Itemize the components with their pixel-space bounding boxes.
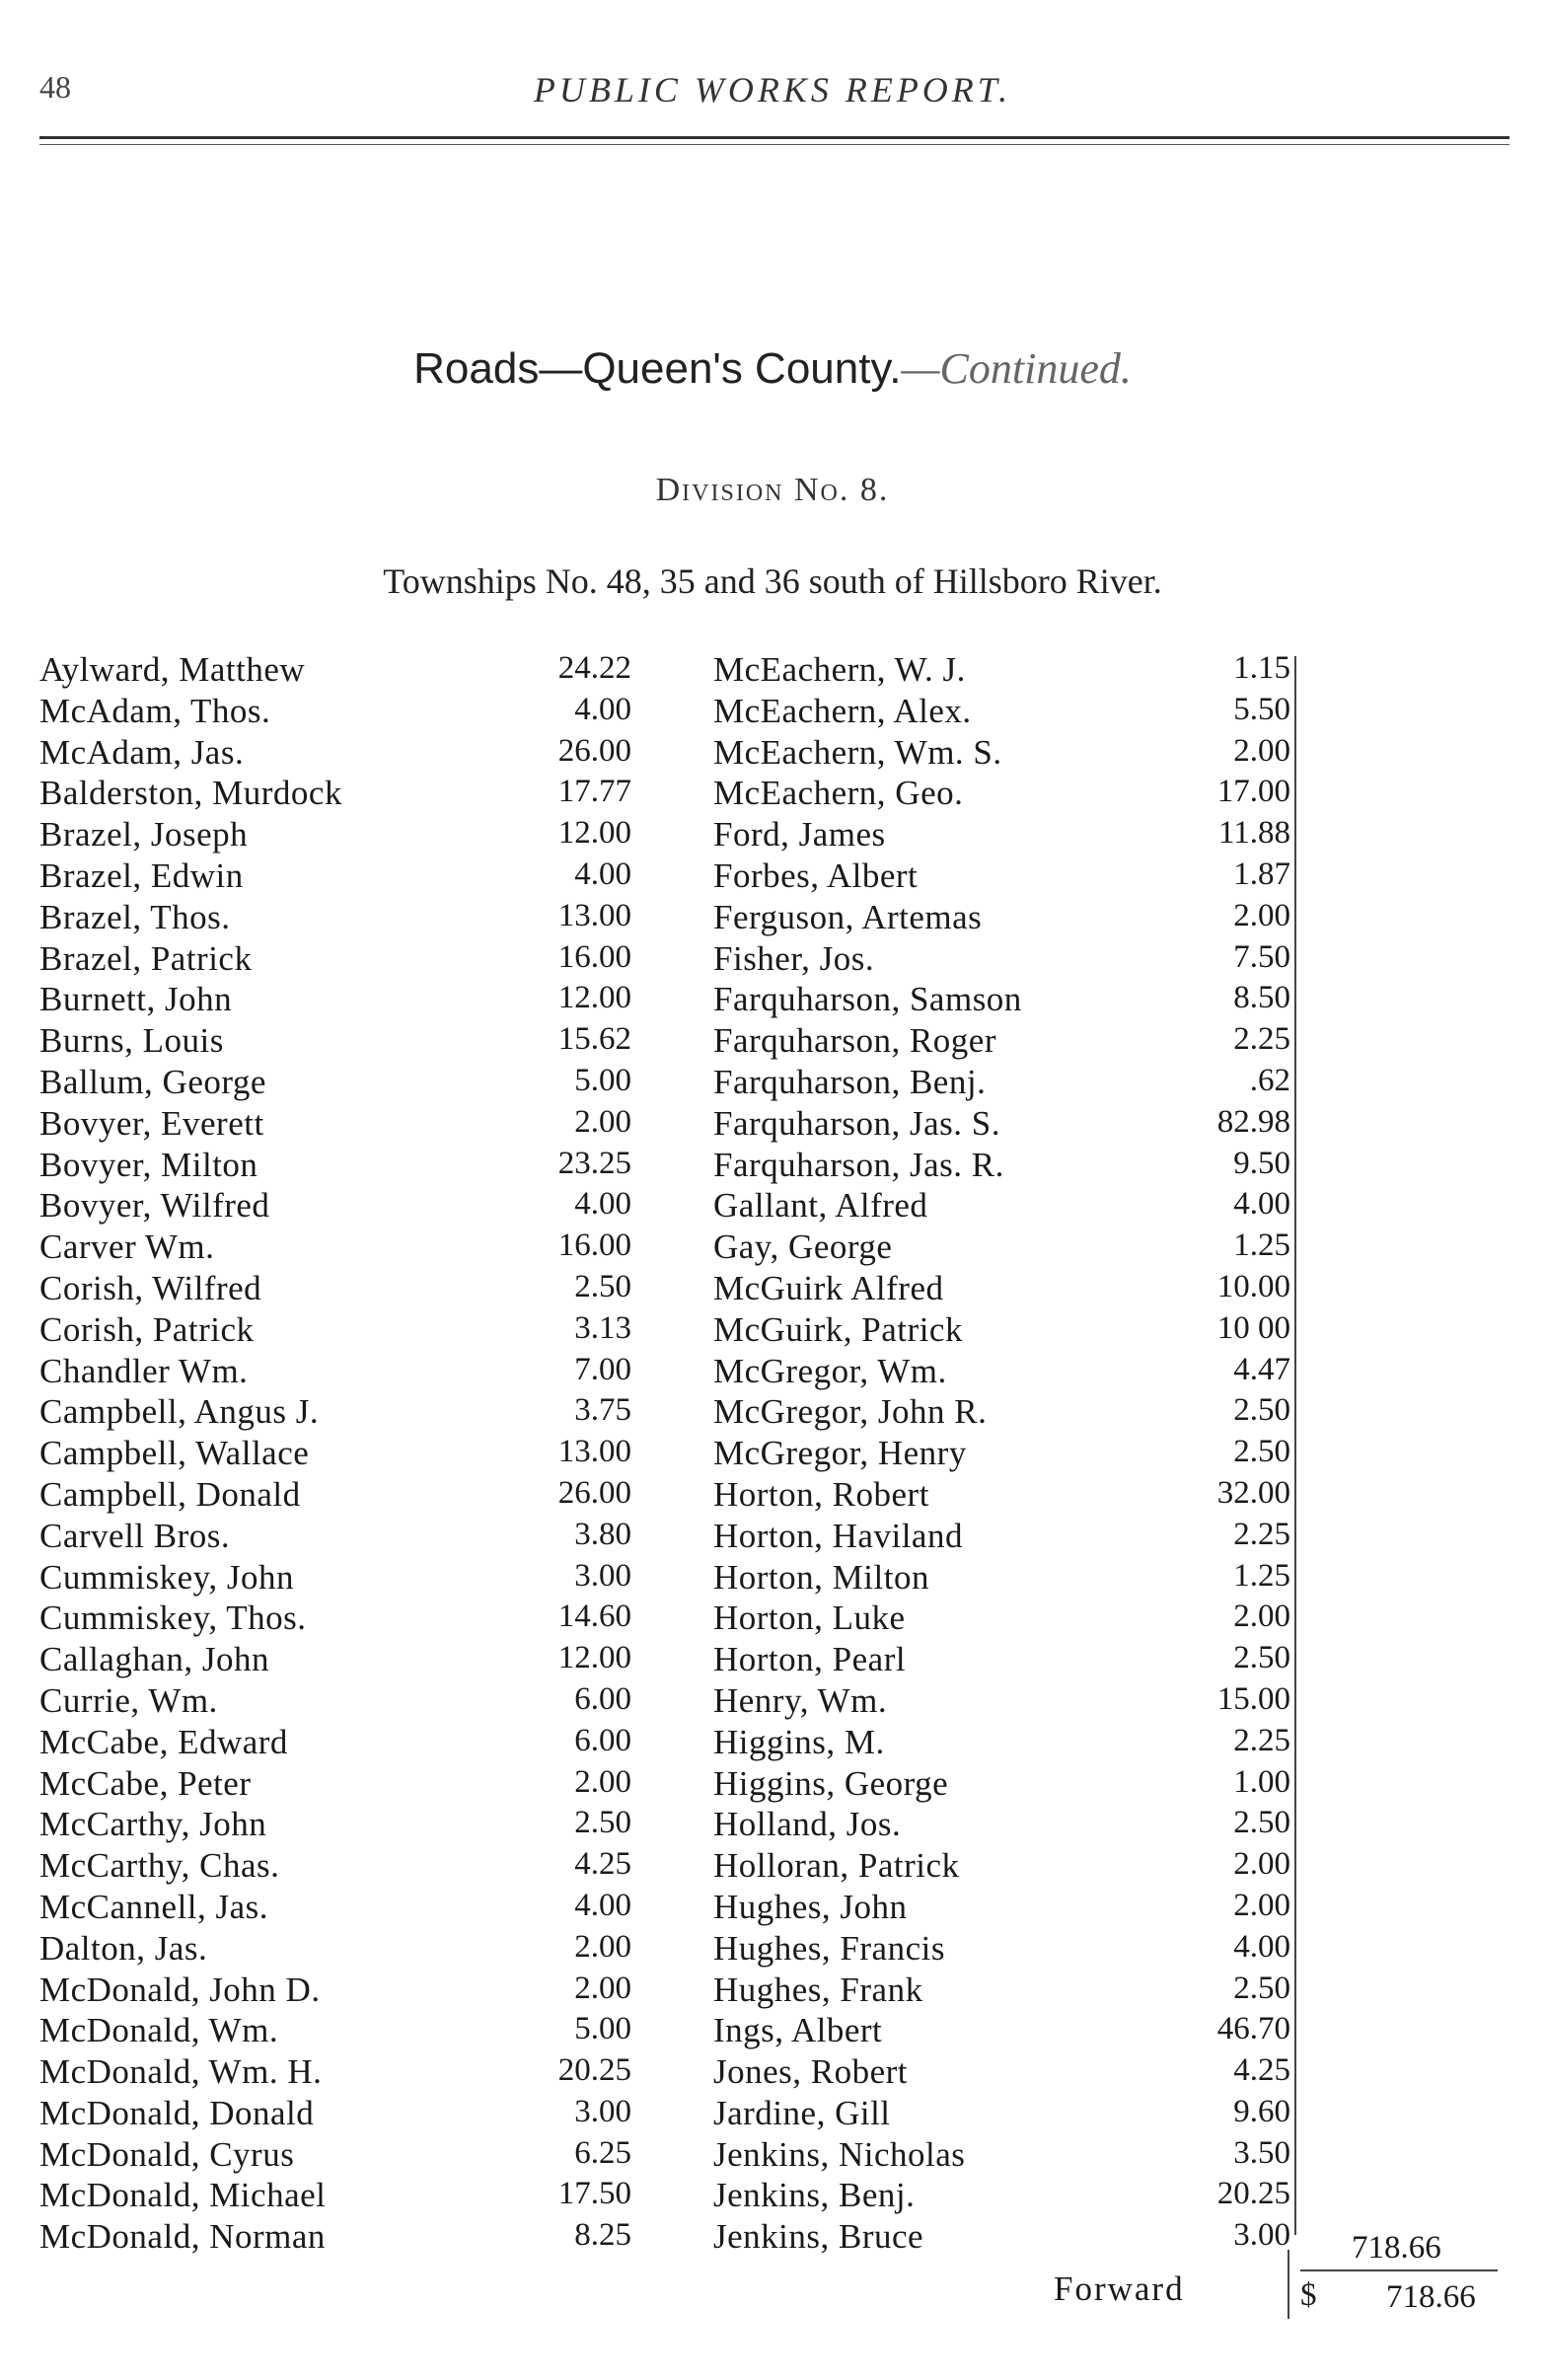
ledger-row xyxy=(713,1227,1290,1269)
payment-amount: 15.62 xyxy=(557,1021,631,1058)
payment-amount: 20.25 xyxy=(1216,2176,1290,2212)
ledger-row xyxy=(713,1640,1290,1681)
payment-amount: 16.00 xyxy=(557,938,631,975)
payee-name: Balderston, Murdock xyxy=(39,774,342,813)
payee-name: Bovyer, Wilfred xyxy=(39,1186,270,1226)
ledger-row xyxy=(39,1227,631,1269)
payee-name: Horton, Robert xyxy=(713,1474,929,1514)
payment-amount: 10 00 xyxy=(1216,1309,1290,1346)
header-rule xyxy=(39,136,1509,139)
payee-name: Jenkins, Benj. xyxy=(713,2176,916,2215)
payee-name: Horton, Milton xyxy=(713,1557,929,1597)
payment-amount: 23.25 xyxy=(557,1145,631,1181)
payee-name: Cummiskey, John xyxy=(39,1557,295,1597)
payment-amount: 13.00 xyxy=(557,897,631,933)
payee-name: Horton, Luke xyxy=(713,1599,906,1638)
ledger-row xyxy=(713,2052,1290,2094)
payee-name: Forbes, Albert xyxy=(713,855,919,895)
payee-name: Burnett, John xyxy=(39,980,233,1019)
ledger-row xyxy=(713,1352,1290,1393)
payment-amount: 2.25 xyxy=(1233,1516,1290,1552)
payment-amount: 32.00 xyxy=(1216,1474,1290,1511)
column-total: 718.66 xyxy=(1352,2230,1441,2266)
ledger-row xyxy=(39,1681,631,1723)
payee-name: Higgins, M. xyxy=(713,1722,885,1761)
payment-amount: 5.00 xyxy=(574,1062,631,1098)
payee-name: Campbell, Wallace xyxy=(39,1434,310,1473)
ledger-row xyxy=(713,692,1290,733)
payment-amount: 24.22 xyxy=(557,650,631,686)
right-column xyxy=(713,650,1290,2259)
payment-amount: 15.00 xyxy=(1216,1680,1290,1717)
payee-name: McCarthy, John xyxy=(39,1805,267,1844)
payment-amount: 12.00 xyxy=(557,815,631,852)
payee-name: McCannell, Jas. xyxy=(39,1887,269,1926)
payee-name: McGregor, Henry xyxy=(713,1434,967,1473)
payee-name: Callaghan, John xyxy=(39,1640,270,1679)
ledger-row xyxy=(39,1310,631,1352)
payee-name: McCabe, Peter xyxy=(39,1763,252,1803)
column-rule xyxy=(1294,656,1296,2235)
total-rule xyxy=(1300,2269,1498,2271)
payee-name: Carvell Bros. xyxy=(39,1516,231,1555)
payee-name: Hughes, Frank xyxy=(713,1970,923,2009)
payment-amount: 17.50 xyxy=(557,2176,631,2212)
payment-amount: 4.00 xyxy=(1233,1186,1290,1223)
ledger-row xyxy=(713,1104,1290,1146)
ledger-row xyxy=(39,2217,631,2259)
payee-name: Chandler Wm. xyxy=(39,1351,249,1390)
ledger-row xyxy=(39,1104,631,1146)
header-rule-thin xyxy=(39,144,1509,145)
ledger-row xyxy=(39,1352,631,1393)
payee-name: Brazel, Thos. xyxy=(39,897,231,936)
ledger-row xyxy=(39,1888,631,1929)
payee-name: Horton, Haviland xyxy=(713,1516,963,1555)
ledger-row xyxy=(39,1929,631,1971)
payee-name: Bovyer, Milton xyxy=(39,1145,258,1184)
ledger-row xyxy=(713,898,1290,939)
ledger-row xyxy=(39,1558,631,1599)
ledger-row xyxy=(39,2052,631,2094)
payment-amount: 17.77 xyxy=(557,774,631,810)
ledger-row xyxy=(39,1063,631,1104)
ledger-row xyxy=(39,1846,631,1888)
ledger-row xyxy=(713,1929,1290,1971)
ledger-row xyxy=(713,2217,1290,2259)
payment-amount: 4.00 xyxy=(1233,1928,1290,1965)
ledger-row xyxy=(39,1805,631,1846)
ledger-row xyxy=(39,1475,631,1517)
payment-amount: 4.25 xyxy=(574,1846,631,1883)
ledger-row xyxy=(713,1021,1290,1063)
ledger-row xyxy=(713,1599,1290,1640)
townships-subheading: Townships No. 48, 35 and 36 south of Hillsboro River. xyxy=(383,561,1162,601)
forward-amount: 718.66 xyxy=(1386,2279,1476,2315)
ledger-row xyxy=(713,1434,1290,1475)
payee-name: Ings, Albert xyxy=(713,2011,883,2050)
payee-name: McDonald, Norman xyxy=(39,2217,326,2257)
payment-amount: 2.00 xyxy=(574,1970,631,2006)
payee-name: Cummiskey, Thos. xyxy=(39,1599,307,1638)
payee-name: McAdam, Thos. xyxy=(39,691,271,730)
section-title xyxy=(0,343,1545,394)
payment-amount: 2.25 xyxy=(1233,1021,1290,1058)
payee-name: Farquharson, Jas. S. xyxy=(713,1103,1000,1143)
ledger-row xyxy=(39,1392,631,1434)
payee-name: Jones, Robert xyxy=(713,2052,909,2092)
ledger-row xyxy=(39,2135,631,2177)
payment-amount: 16.00 xyxy=(557,1227,631,1264)
payment-amount: 2.25 xyxy=(1233,1722,1290,1758)
payment-amount: 11.88 xyxy=(1217,815,1290,852)
payee-name: Ford, James xyxy=(713,815,886,855)
ledger-row xyxy=(713,1558,1290,1599)
payment-amount: 2.50 xyxy=(574,1805,631,1841)
payment-amount: 9.50 xyxy=(1233,1145,1290,1181)
payment-amount: 2.00 xyxy=(1233,1599,1290,1635)
payee-name: Bovyer, Everett xyxy=(39,1103,264,1143)
payment-amount: 1.87 xyxy=(1233,855,1290,892)
payment-amount: 3.80 xyxy=(574,1516,631,1552)
payee-name: Holland, Jos. xyxy=(713,1805,902,1844)
payment-amount: 2.50 xyxy=(1233,1805,1290,1841)
forward-bracket xyxy=(1288,2250,1289,2319)
payment-amount: 4.47 xyxy=(1233,1351,1290,1387)
payment-amount: 10.00 xyxy=(1216,1268,1290,1304)
payment-amount: 4.00 xyxy=(574,1887,631,1923)
ledger-row xyxy=(713,980,1290,1021)
payment-amount: .62 xyxy=(1249,1062,1290,1098)
payment-amount: 12.00 xyxy=(557,1640,631,1676)
payee-name: McDonald, John D. xyxy=(39,1970,321,2009)
payment-amount: 5.00 xyxy=(574,2011,631,2047)
payment-amount: 2.00 xyxy=(574,1763,631,1800)
payment-amount: 3.00 xyxy=(574,1557,631,1594)
payment-amount: 7.00 xyxy=(574,1351,631,1387)
payment-amount: 6.25 xyxy=(574,2134,631,2171)
payment-amount: 2.00 xyxy=(1233,897,1290,933)
payee-name: Jardine, Gill xyxy=(713,2093,891,2132)
payment-amount: 3.13 xyxy=(574,1309,631,1346)
ledger-row xyxy=(713,2094,1290,2135)
payee-name: Farquharson, Benj. xyxy=(713,1062,987,1101)
payment-amount: 82.98 xyxy=(1216,1103,1290,1140)
ledger-row xyxy=(39,733,631,775)
page-number: 48 xyxy=(39,69,71,105)
ledger-row xyxy=(713,2176,1290,2217)
payment-amount: 3.75 xyxy=(574,1392,631,1429)
ledger-row xyxy=(713,1146,1290,1187)
payee-name: Holloran, Patrick xyxy=(713,1846,960,1886)
payment-amount: 20.25 xyxy=(557,2052,631,2089)
payee-name: Jenkins, Nicholas xyxy=(713,2134,966,2174)
payment-amount: 2.00 xyxy=(1233,732,1290,769)
ledger-row xyxy=(713,1310,1290,1352)
payment-amount: 2.50 xyxy=(1233,1392,1290,1429)
ledger-row xyxy=(39,815,631,856)
payee-name: Brazel, Patrick xyxy=(39,938,253,978)
ledger-row xyxy=(713,1063,1290,1104)
payment-amount: 1.15 xyxy=(1233,650,1290,686)
ledger-row xyxy=(713,1392,1290,1434)
payment-amount: 8.25 xyxy=(574,2217,631,2254)
payee-name: Farquharson, Roger xyxy=(713,1021,997,1061)
ledger-row xyxy=(39,1764,631,1806)
payee-name: Dalton, Jas. xyxy=(39,1928,208,1968)
payment-amount: 9.60 xyxy=(1233,2093,1290,2129)
ledger-row xyxy=(39,2176,631,2217)
ledger-row xyxy=(39,980,631,1021)
running-head: PUBLIC WORKS REPORT. xyxy=(533,70,1012,110)
payment-amount: 14.60 xyxy=(557,1599,631,1635)
ledger-row xyxy=(713,1846,1290,1888)
payee-name: Horton, Pearl xyxy=(713,1640,907,1679)
payee-name: Burns, Louis xyxy=(39,1021,224,1061)
payee-name: McDonald, Wm. xyxy=(39,2011,279,2050)
payment-amount: 26.00 xyxy=(557,732,631,769)
ledger-row xyxy=(713,774,1290,815)
payee-name: McDonald, Cyrus xyxy=(39,2134,295,2174)
payment-amount: 2.00 xyxy=(1233,1887,1290,1923)
payment-amount: 26.00 xyxy=(557,1474,631,1511)
ledger-row xyxy=(713,1269,1290,1310)
payee-name: Hughes, Francis xyxy=(713,1928,945,1968)
ledger-row xyxy=(713,856,1290,898)
payee-name: McCabe, Edward xyxy=(39,1722,288,1761)
dollar-sign: $ xyxy=(1300,2277,1317,2313)
ledger-row xyxy=(39,1021,631,1063)
ledger-row xyxy=(39,1269,631,1310)
ledger-row xyxy=(39,2094,631,2135)
ledger-row xyxy=(39,939,631,981)
ledger-row xyxy=(39,1517,631,1558)
ledger-row xyxy=(39,650,631,692)
payment-amount: 2.50 xyxy=(1233,1434,1290,1470)
payee-name: McAdam, Jas. xyxy=(39,732,245,772)
ledger-row xyxy=(713,1888,1290,1929)
payment-amount: 3.00 xyxy=(574,2093,631,2129)
ledger-row xyxy=(39,1434,631,1475)
payee-name: McGregor, Wm. xyxy=(713,1351,947,1390)
ledger-row xyxy=(713,1723,1290,1764)
ledger-row xyxy=(713,939,1290,981)
payment-amount: 12.00 xyxy=(557,980,631,1016)
ledger-row xyxy=(713,1475,1290,1517)
payee-name: Corish, Wilfred xyxy=(39,1268,262,1307)
division-heading: Division No. 8. xyxy=(655,472,890,508)
left-column xyxy=(39,650,631,2259)
payee-name: Campbell, Angus J. xyxy=(39,1392,320,1432)
ledger-row xyxy=(39,1146,631,1187)
ledger-row xyxy=(713,1186,1290,1227)
payee-name: Ballum, George xyxy=(39,1062,266,1101)
payee-name: McDonald, Michael xyxy=(39,2176,327,2215)
ledger-row xyxy=(39,2011,631,2052)
payee-name: Corish, Patrick xyxy=(39,1309,255,1349)
payee-name: McGregor, John R. xyxy=(713,1392,988,1432)
ledger-row xyxy=(39,692,631,733)
payee-name: McEachern, Alex. xyxy=(713,691,972,730)
payment-amount: 2.00 xyxy=(574,1103,631,1140)
ledger-row xyxy=(713,1764,1290,1806)
payee-name: Hughes, John xyxy=(713,1887,908,1926)
payee-name: Farquharson, Samson xyxy=(713,980,1022,1019)
payment-amount: 46.70 xyxy=(1216,2011,1290,2047)
payee-name: Gallant, Alfred xyxy=(713,1186,928,1226)
ledger-row xyxy=(713,2135,1290,2177)
ledger-row xyxy=(39,1599,631,1640)
payee-name: Aylward, Matthew xyxy=(39,650,306,689)
payment-amount: 4.00 xyxy=(574,691,631,727)
payee-name: McEachern, W. J. xyxy=(713,650,966,689)
section-title-text: Roads—Queen's County. xyxy=(413,344,902,393)
payment-amount: 2.50 xyxy=(1233,1970,1290,2006)
ledger-row xyxy=(39,898,631,939)
payment-amount: 17.00 xyxy=(1216,774,1290,810)
ledger-row xyxy=(713,1681,1290,1723)
payment-amount: 2.50 xyxy=(1233,1640,1290,1676)
payment-amount: 3.00 xyxy=(1233,2217,1290,2254)
payee-name: Campbell, Donald xyxy=(39,1474,301,1514)
payment-amount: 6.00 xyxy=(574,1680,631,1717)
ledger-row xyxy=(713,733,1290,775)
ledger-row xyxy=(39,1723,631,1764)
payee-name: Brazel, Joseph xyxy=(39,815,249,855)
payment-amount: 3.50 xyxy=(1233,2134,1290,2171)
payee-name: Carver Wm. xyxy=(39,1227,215,1267)
ledger-row xyxy=(713,1805,1290,1846)
payee-name: McEachern, Geo. xyxy=(713,774,964,813)
payee-name: Currie, Wm. xyxy=(39,1680,218,1720)
payee-name: McDonald, Donald xyxy=(39,2093,315,2132)
payment-amount: 4.00 xyxy=(574,855,631,892)
payment-amount: 8.50 xyxy=(1233,980,1290,1016)
payment-amount: 2.00 xyxy=(1233,1846,1290,1883)
payment-amount: 4.25 xyxy=(1233,2052,1290,2089)
payment-amount: 13.00 xyxy=(557,1434,631,1470)
payment-amount: 1.00 xyxy=(1233,1763,1290,1800)
payee-name: McGuirk, Patrick xyxy=(713,1309,963,1349)
ledger-row xyxy=(39,774,631,815)
ledger-row xyxy=(39,856,631,898)
payment-amount: 7.50 xyxy=(1233,938,1290,975)
payee-name: Henry, Wm. xyxy=(713,1680,888,1720)
section-continued: —Continued. xyxy=(901,344,1132,393)
payee-name: McGuirk Alfred xyxy=(713,1268,944,1307)
ledger-row xyxy=(39,1971,631,2012)
payee-name: Gay, George xyxy=(713,1227,893,1267)
ledger-row xyxy=(713,815,1290,856)
payee-name: Farquharson, Jas. R. xyxy=(713,1145,1004,1184)
payment-amount: 5.50 xyxy=(1233,691,1290,727)
payee-name: Ferguson, Artemas xyxy=(713,897,983,936)
ledger-row xyxy=(713,1517,1290,1558)
payee-name: McDonald, Wm. H. xyxy=(39,2052,323,2092)
payment-amount: 1.25 xyxy=(1233,1557,1290,1594)
payment-amount: 6.00 xyxy=(574,1722,631,1758)
ledger-row xyxy=(39,1640,631,1681)
payment-amount: 2.50 xyxy=(574,1268,631,1304)
payee-name: Higgins, George xyxy=(713,1763,949,1803)
payee-name: Jenkins, Bruce xyxy=(713,2217,924,2257)
payee-name: Brazel, Edwin xyxy=(39,855,244,895)
payment-amount: 4.00 xyxy=(574,1186,631,1223)
ledger-row xyxy=(713,650,1290,692)
payee-name: McCarthy, Chas. xyxy=(39,1846,280,1886)
payee-name: McEachern, Wm. S. xyxy=(713,732,1002,772)
payment-amount: 2.00 xyxy=(574,1928,631,1965)
forward-label: Forward xyxy=(1054,2269,1185,2308)
ledger-row xyxy=(39,1186,631,1227)
ledger-row xyxy=(713,1971,1290,2012)
ledger-row xyxy=(713,2011,1290,2052)
payment-amount: 1.25 xyxy=(1233,1227,1290,1264)
payee-name: Fisher, Jos. xyxy=(713,938,875,978)
